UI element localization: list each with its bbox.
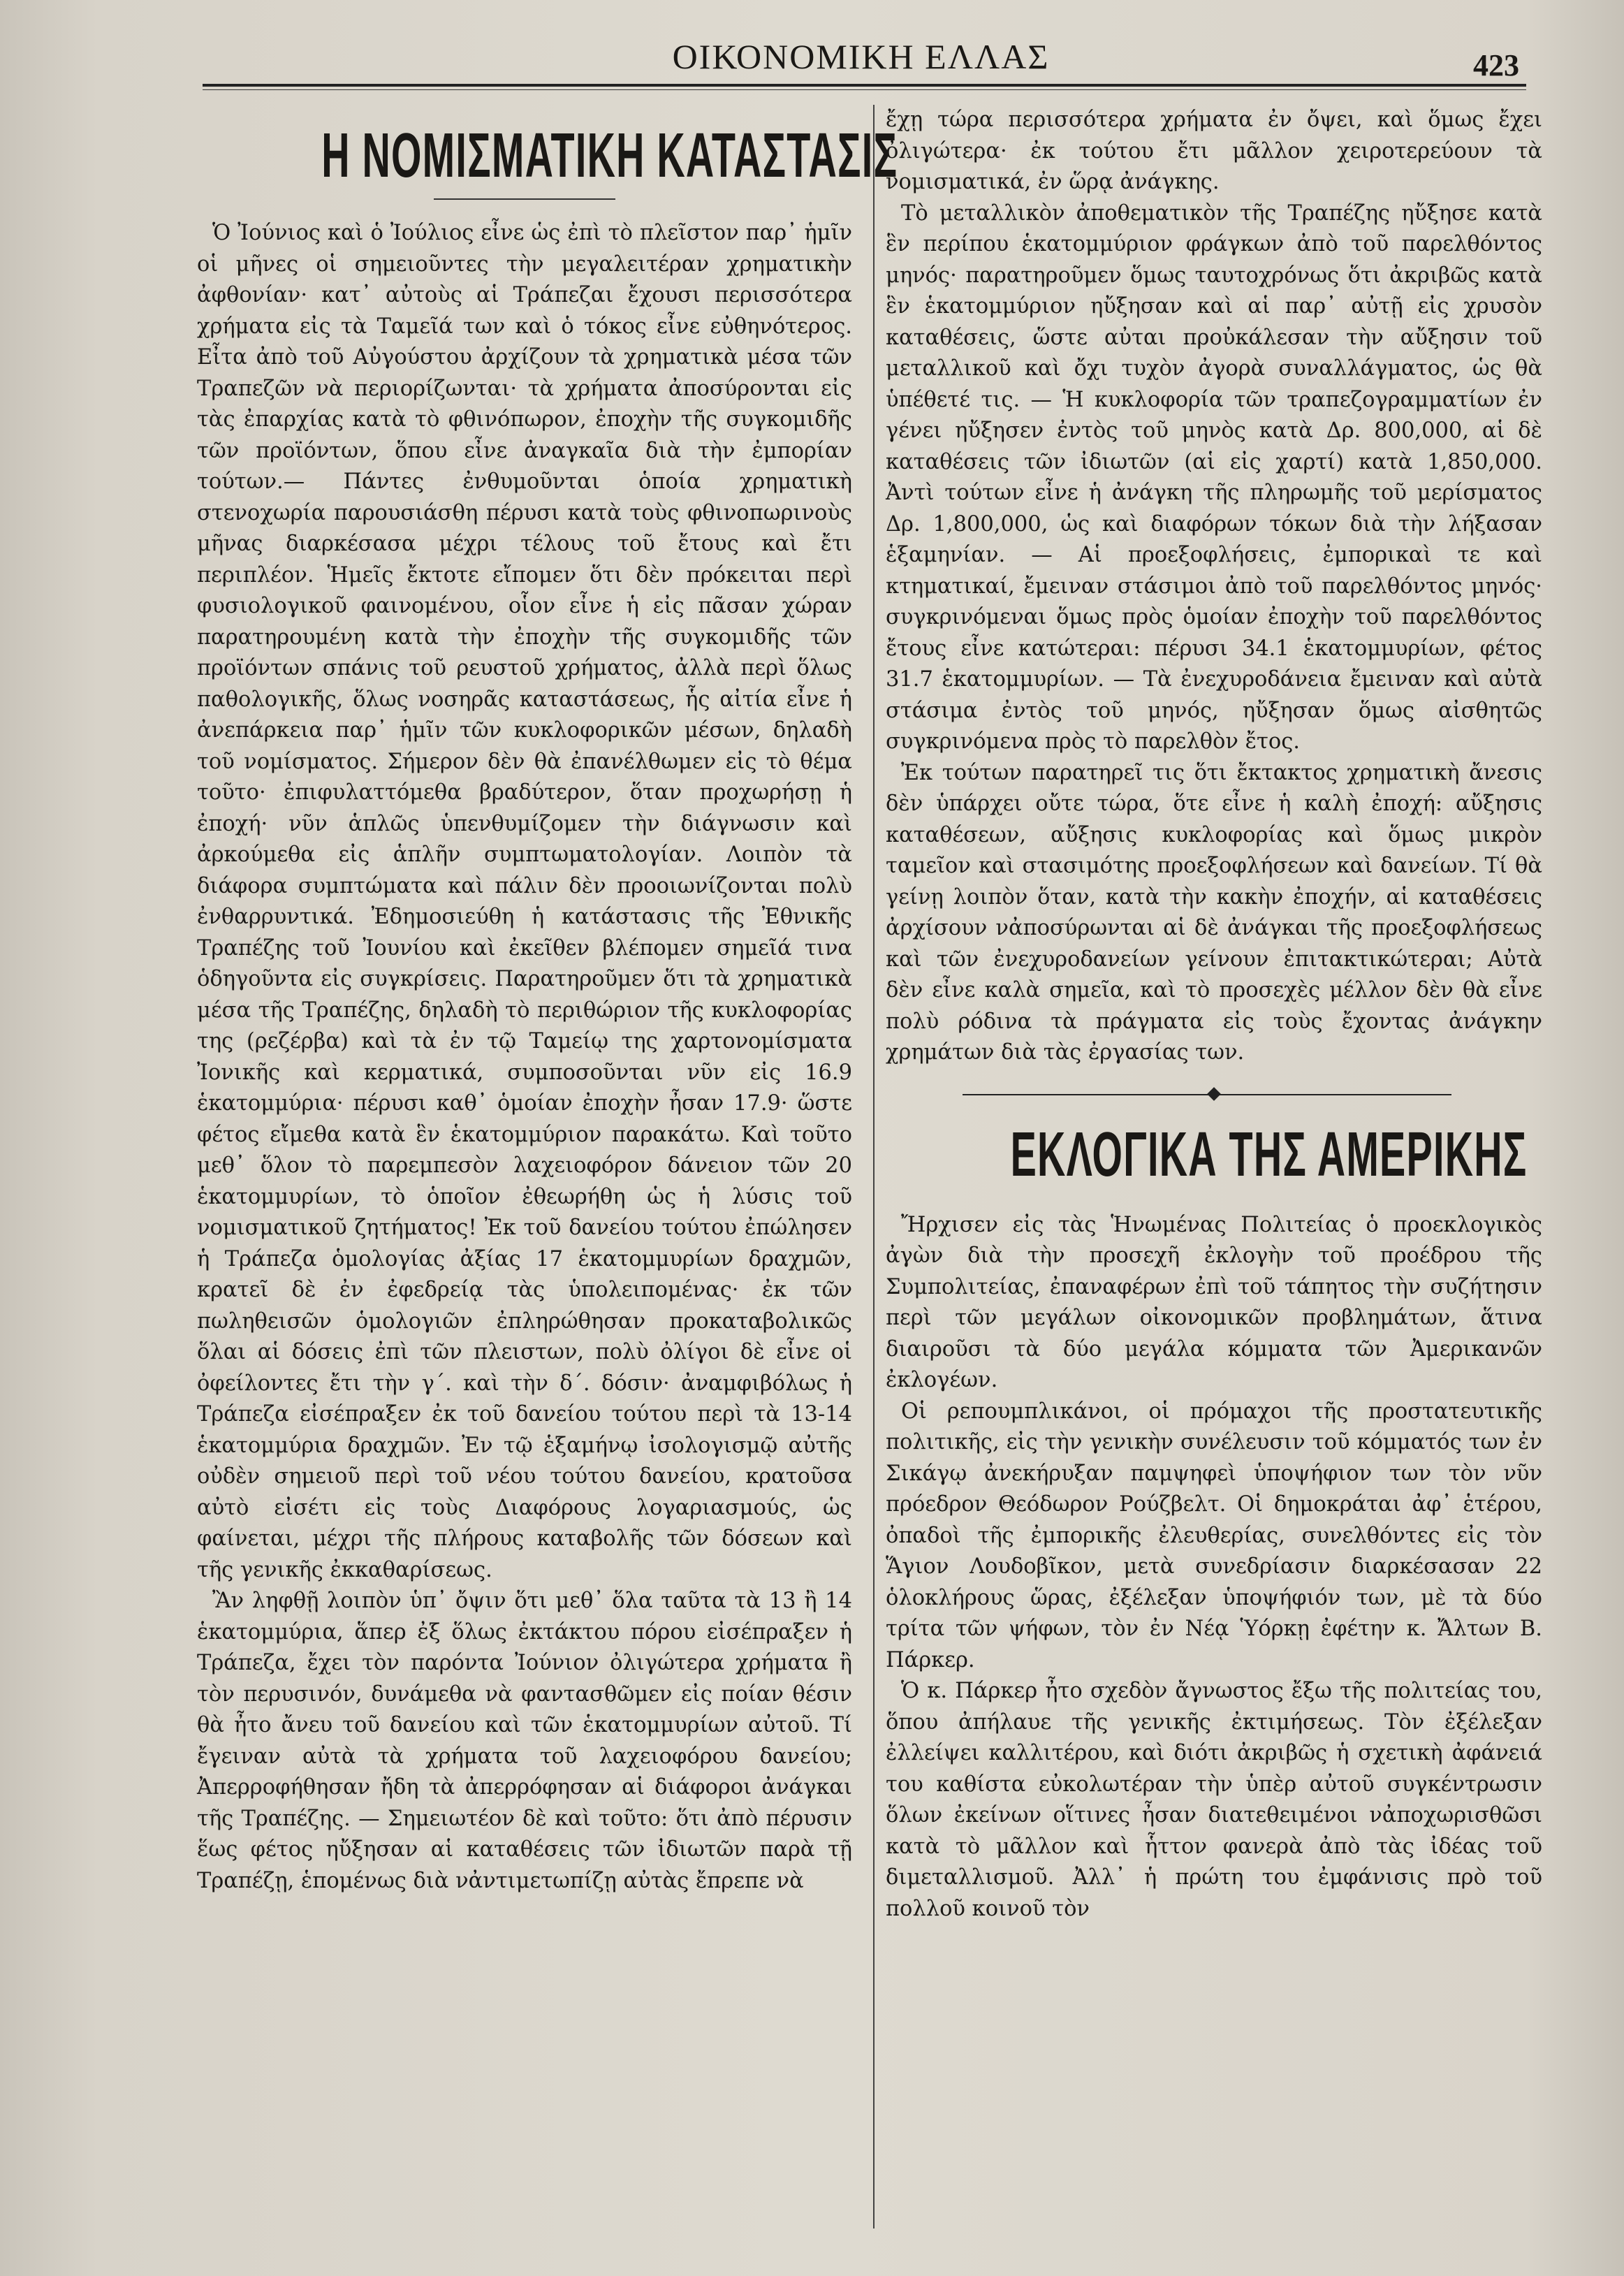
- header-rule-thin: [203, 89, 1526, 90]
- right-column: [886, 105, 1542, 1925]
- paragraph: Ἂν ληφθῇ λοιπὸν ὑπ᾿ ὄψιν ὅτι μεθ᾿ ὅλα ταῦτα τὰ 13 ἢ 14 ἑκατομμύρια, ἅπερ ἐξ ὅλως ἐκτάκτου πόρου εἰσέπραξεν ἡ Τράπεζα, ἔχει τὸν παρόντα Ἰούνιον ὀλιγώτερα χρήματα ἢ τὸν περυσινόν, δυνάμεθα νὰ φαντασθῶμεν εἰς ποίαν θέσιν θὰ ἦτο ἄνευ τοῦ δανείου καὶ τῶν ἑκατομμυρίων αὐτοῦ. Τί ἔγειναν αὐτὰ τὰ χρήματα τοῦ λαχειοφόρου δανείου; Ἀπερροφήθησαν ἤδη τὰ ἀπερρόφησαν αἱ διάφοροι ἀνάγκαι τῆς Τραπέζης. — Σημειωτέον δὲ καὶ τοῦτο: ὅτι ἀπὸ πέρυσιν ἕως φέτος ηὔξησαν αἱ καταθέσεις τῶν ἰδιωτῶν παρὰ τῇ Τραπέζῃ, ἑπομένως διὰ νἀντιμετωπίζῃ αὐτὰς ἔπρεπε νὰ: [197, 1589, 852, 1893]
- paragraph: Ὁ Ἰούνιος καὶ ὁ Ἰούλιος εἶνε ὡς ἐπὶ τὸ πλεῖστον παρ᾿ ἡμῖν οἱ μῆνες οἱ σημειοῦντες τὴν μεγαλειτέραν χρηματικὴν ἀφθονίαν· κατ᾿ αὐτοὺς αἱ Τράπεζαι ἔχουσι περισσότερα χρήματα εἰς τὰ Ταμεῖά των καὶ ὁ τόκος εἶνε εὐθηνότερος. Εἶτα ἀπὸ τοῦ Αὐγούστου ἀρχίζουν τὰ χρηματικὰ μέσα τῶν Τραπεζῶν νὰ περιορίζωνται· τὰ χρήματα ἀποσύρονται εἰς τὰς ἐπαρχίας κατὰ τὸ φθινόπωρον, ἐποχὴν τῆς συγκομιδῆς τῶν προϊόντων, ὅπου εἶνε ἀναγκαῖα διὰ τὴν ἐμπορίαν τούτων.— Πάντες ἐνθυμοῦνται ὁποία χρηματικὴ στενοχωρία παρουσιάσθη πέρυσι κατὰ τοὺς φθινοπωρινοὺς μῆνας διαρκέσασα μέχρι τέλους τοῦ ἔτους καὶ ἔτι περιπλέον. Ἡμεῖς ἔκτοτε εἴπομεν ὅτι δὲν πρόκειται περὶ φυσιολογικοῦ φαινομένου, οἷον εἶνε ἡ εἰς πᾶσαν χώραν παρατηρουμένη κατὰ τὴν ἐποχὴν τῆς συγκομιδῆς τῶν προϊόντων σπάνις τοῦ ρευστοῦ χρήματος, ἀλλὰ περὶ ὅλως παθολογικῆς, ὅλως νοσηρᾶς καταστάσεως, ἧς αἰτία εἶνε ἡ ἀνεπάρκεια παρ᾿ ἡμῖν τῶν κυκλοφορικῶν μέσων, δηλαδὴ τοῦ νομίσματος. Σήμερον δὲν θὰ ἐπανέλθωμεν εἰς τὸ θέμα τοῦτο· ἐπιφυλαττόμεθα βραδύτερον, ὅταν προχωρήσῃ ἡ ἐποχή· νῦν ἁπλῶς ὑπενθυμίζομεν τὴν διάγνωσιν καὶ ἀρκούμεθα εἰς ἁπλῆν συμπτωματολογίαν. Λοιπὸν τὰ διάφορα συμπτώματα καὶ πάλιν δὲν προοιωνίζονται πολὺ ἐνθαρρυντικά. Ἐδημοσιεύθη ἡ κατάστασις τῆς Ἐθνικῆς Τραπέζης τοῦ Ἰουνίου καὶ ἐκεῖθεν βλέπομεν σημεῖά τινα ὁδηγοῦντα εἰς συγκρίσεις. Παρατηροῦμεν ὅτι τὰ χρηματικὰ μέσα τῆς Τραπέζης, δηλαδὴ τὸ περιθώριον τῆς κυκλοφορίας της (ρεζέρβα) καὶ τὰ ἐν τῷ Ταμείῳ της χαρτονομίσματα Ἰονικῆς καὶ κερματικά, συμποσοῦνται νῦν εἰς 16.9 ἑκατομμύρια· πέρυσι καθ᾿ ὁμοίαν ἐποχὴν ἦσαν 17.9· ὥστε φέτος εἴμεθα κατὰ ἓν ἑκατομμύριον παρακάτω. Καὶ τοῦτο μεθ᾿ ὅλον τὸ παρεμπεσὸν λαχειοφόρον δάνειον τῶν 20 ἑκατομμυρίων, τὸ ὁποῖον ἐθεωρήθη ὡς ἡ λύσις τοῦ νομισματικοῦ ζητήματος! Ἐκ τοῦ δανείου τούτου ἐπώλησεν ἡ Τράπεζα ὁμολογίας ἀξίας 17 ἑκατομμυρίων δραχμῶν, κρατεῖ δὲ ἐν ἐφεδρείᾳ τὰς ὑπολειπομένας· ἐκ τῶν πωληθεισῶν ὁμολογιῶν ἐπληρώθησαν προκαταβολικῶς ὅλαι αἱ δόσεις ἐπὶ τῶν πλειστων, πολὺ ὀλίγοι δὲ εἶνε οἱ ὀφείλοντες ἔτι τὴν γ΄. καὶ τὴν δ΄. δόσιν· ἀναμφιβόλως ἡ Τράπεζα εἰσέπραξεν ἐκ τοῦ δανείου τούτου περὶ τὰ 13-14 ἑκατομμύρια δραχμῶν. Ἐν τῷ ἑξαμήνῳ ἰσολογισμῷ αὐτῆς οὐδὲν σημειοῦ περὶ τοῦ νέου τούτου δανείου, κρατοῦσα αὐτὸ εἰσέτι εἰς τοὺς Διαφόρους λογαριασμούς, ὡς φαίνεται, μέχρι τῆς πλήρους καταβολῆς τῶν δόσεων καὶ τῆς γενικῆς ἐκκαθαρίσεως.: [197, 221, 852, 1582]
- paragraph: Τὸ μεταλλικὸν ἀποθεματικὸν τῆς Τραπέζης ηὔξησε κατὰ ἓν περίπου ἑκατομμύριον φράγκων ἀπὸ τοῦ παρελθόντος μηνός· παρατηροῦμεν ὅμως ταυτοχρόνως ὅτι ἀκριβῶς κατὰ ἓν ἑκατομμύριον ηὔξησαν καὶ αἱ παρ᾿ αὐτῇ εἰς χρυσὸν καταθέσεις, ὥστε αὐται προὐκάλεσαν τὴν αὔξησιν τοῦ μεταλλικοῦ καὶ ὄχι τυχὸν ἀγορὰ συναλλάγματος, ὡς θὰ ὑπέθετέ τις. — Ἡ κυκλοφορία τῶν τραπεζογραμματίων ἐν γένει ηὔξησεν ἐντὸς τοῦ μηνὸς κατὰ Δρ. 800,000, αἱ δὲ καταθέσεις τῶν ἰδιωτῶν (αἱ εἰς χαρτί) κατὰ 1,850,000. Ἀντὶ τούτων εἶνε ἡ ἀνάγκη τῆς πληρωμῆς τοῦ μερίσματος Δρ. 1,800,000, ὡς καὶ διαφόρων τόκων διὰ τὴν λήξασαν ἑξαμηνίαν. — Αἱ προεξοφλήσεις, ἐμπορικαὶ τε καὶ κτηματικαί, ἔμειναν στάσιμοι ἀπὸ τοῦ παρελθόντος μηνός· συγκρινόμεναι ὅμως πρὸς ὁμοίαν ἐποχὴν τοῦ παρελθόντος ἔτους εἶνε κατώτεραι: πέρυσι 34.1 ἑκατομμυρίων, φέτος 31.7 ἑκατομμυρίων. — Τὰ ἐνεχυροδάνεια ἔμειναν καὶ αὐτὰ στάσιμα ἐντὸς τοῦ μηνός, ηὔξησαν ὅμως αἰσθητῶς συγκρινόμενα πρὸς τὸ παρελθὸν ἔτος.: [886, 200, 1542, 754]
- page-header: [203, 27, 1519, 82]
- running-title: ΟΙΚΟΝΟΜΙΚΗ ΕΛΛΑΣ: [672, 37, 1050, 76]
- paragraph: Ἤρχισεν εἰς τὰς Ἡνωμένας Πολιτείας ὁ προεκλογικὸς ἀγὼν διὰ τὴν προσεχῆ ἐκλογὴν τοῦ προέδρου τῆς Συμπολιτείας, ἐπαναφέρων ἐπὶ τοῦ τάπητος τὴν συζήτησιν περὶ τῶν μεγάλων οἰκονομικῶν προβλημάτων, ἅτινα διαιροῦσι τὰ δύο μεγάλα κόμματα τῶν Ἀμερικανῶν ἐκλογέων.: [886, 1212, 1542, 1392]
- page-number: 423: [1473, 48, 1519, 82]
- title-rule: [434, 198, 615, 200]
- article-body-monetary-continued: [886, 105, 1542, 1069]
- paragraph: Ὁ κ. Πάρκερ ἦτο σχεδὸν ἄγνωστος ἔξω τῆς πολιτείας του, ὅπου ἀπήλαυε τῆς γενικῆς ἐκτιμήσεως. Τὸν ἐξέλεξαν ἐλλείψει καλλιτέρου, καὶ διότι ἀκριβῶς ἡ σχετικὴ ἀφάνειά του καθίστα εὐκολωτέραν τὴν ὑπὲρ αὐτοῦ συγκέντρωσιν ὅλων ἐκείνων οἵτινες ἦσαν διατεθειμένοι νἀποχωρισθῶσι κατὰ τὸ μᾶλλον καὶ ἧττον φανερὰ ἀπὸ τὰς ἰδέας τοῦ διμεταλλισμοῦ. Ἀλλ᾿ ἡ πρώτη του ἐμφάνισις πρὸ τοῦ πολλοῦ κοινοῦ τὸν: [886, 1679, 1542, 1921]
- column-divider: [873, 105, 875, 2228]
- paragraph: ἔχῃ τώρα περισσότερα χρήματα ἐν ὄψει, καὶ ὅμως ἔχει ὀλιγώτερα· ἐκ τούτου ἔτι μᾶλλον χειροτερεύουν τὰ νομισματικά, ἐν ὥρᾳ ἀνάγκης.: [886, 108, 1542, 194]
- paragraph: Οἱ ρεπουμπλικάνοι, οἱ πρόμαχοι τῆς προστατευτικῆς πολιτικῆς, εἰς τὴν γενικὴν συνέλευσιν τοῦ κόμματός των ἐν Σικάγῳ ἀνεκήρυξαν παμψηφεὶ ὑποψήφιον των τὸν νῦν πρόεδρον Θεόδωρον Ρούζβελτ. Οἱ δημοκράται ἀφ᾿ ἑτέρου, ὀπαδοὶ τῆς ἐμπορικῆς ἐλευθερίας, συνελθόντες εἰς τὸν Ἅγιον Λουδοβῖκον, μετὰ συνεδρίασιν διαρκέσασαν 22 ὁλοκλήρους ὥρας, ἐξέλεξαν ὑποψήφιόν των, μὲ τὰ δύο τρίτα τῶν ψήφων, τὸν ἐν Νέᾳ Ὑόρκῃ ἐφέτην κ. Ἄλτων Β. Πάρκερ.: [886, 1399, 1542, 1672]
- article-title-america: ΕΚΛΟΓΙΚΑ ΤΗΣ ΑΜΕΡΙΚΗΣ: [1010, 1119, 1528, 1190]
- paragraph: Ἐκ τούτων παρατηρεῖ τις ὅτι ἔκτακτος χρηματικὴ ἄνεσις δὲν ὑπάρχει οὔτε τώρα, ὅτε εἶνε ἡ καλὴ ἐποχή: αὔξησις καταθέσεων, αὔξησις κυκλοφορίας καὶ ὅμως μικρὸν ταμεῖον καὶ στασιμότης προεξοφλήσεων καὶ δανείων. Τί θὰ γείνῃ λοιπὸν ὅταν, κατὰ τὴν κακὴν ἐποχήν, αἱ καταθέσεις ἀρχίσουν νἀποσύρωνται αἱ δὲ ἀνάγκαι τῆς προεξοφλήσεως καὶ τῶν ἐνεχυροδανείων γείνουν ἐπιτακτικώτεραι; Αὐτὰ δὲν εἶνε καλὰ σημεῖα, καὶ τὸ προσεχὲς μέλλον δὲν θὰ εἶνε πολὺ ρόδινα τὰ πράγματα εἰς τοὺς ἔχοντας ἀνάγκην χρημάτων διὰ τὰς ἐργασίας των.: [886, 760, 1542, 1065]
- article-body-monetary: [197, 218, 852, 1897]
- left-column: [197, 105, 898, 1897]
- article-body-america: [886, 1210, 1542, 1925]
- divider-diamond: [1207, 1087, 1221, 1101]
- article-title-monetary: Η ΝΟΜΙΣΜΑΤΙΚΗ ΚΑΤΑΣΤΑΣΙΣ: [321, 121, 898, 191]
- header-rule: [203, 84, 1526, 87]
- section-divider: [886, 1084, 1542, 1105]
